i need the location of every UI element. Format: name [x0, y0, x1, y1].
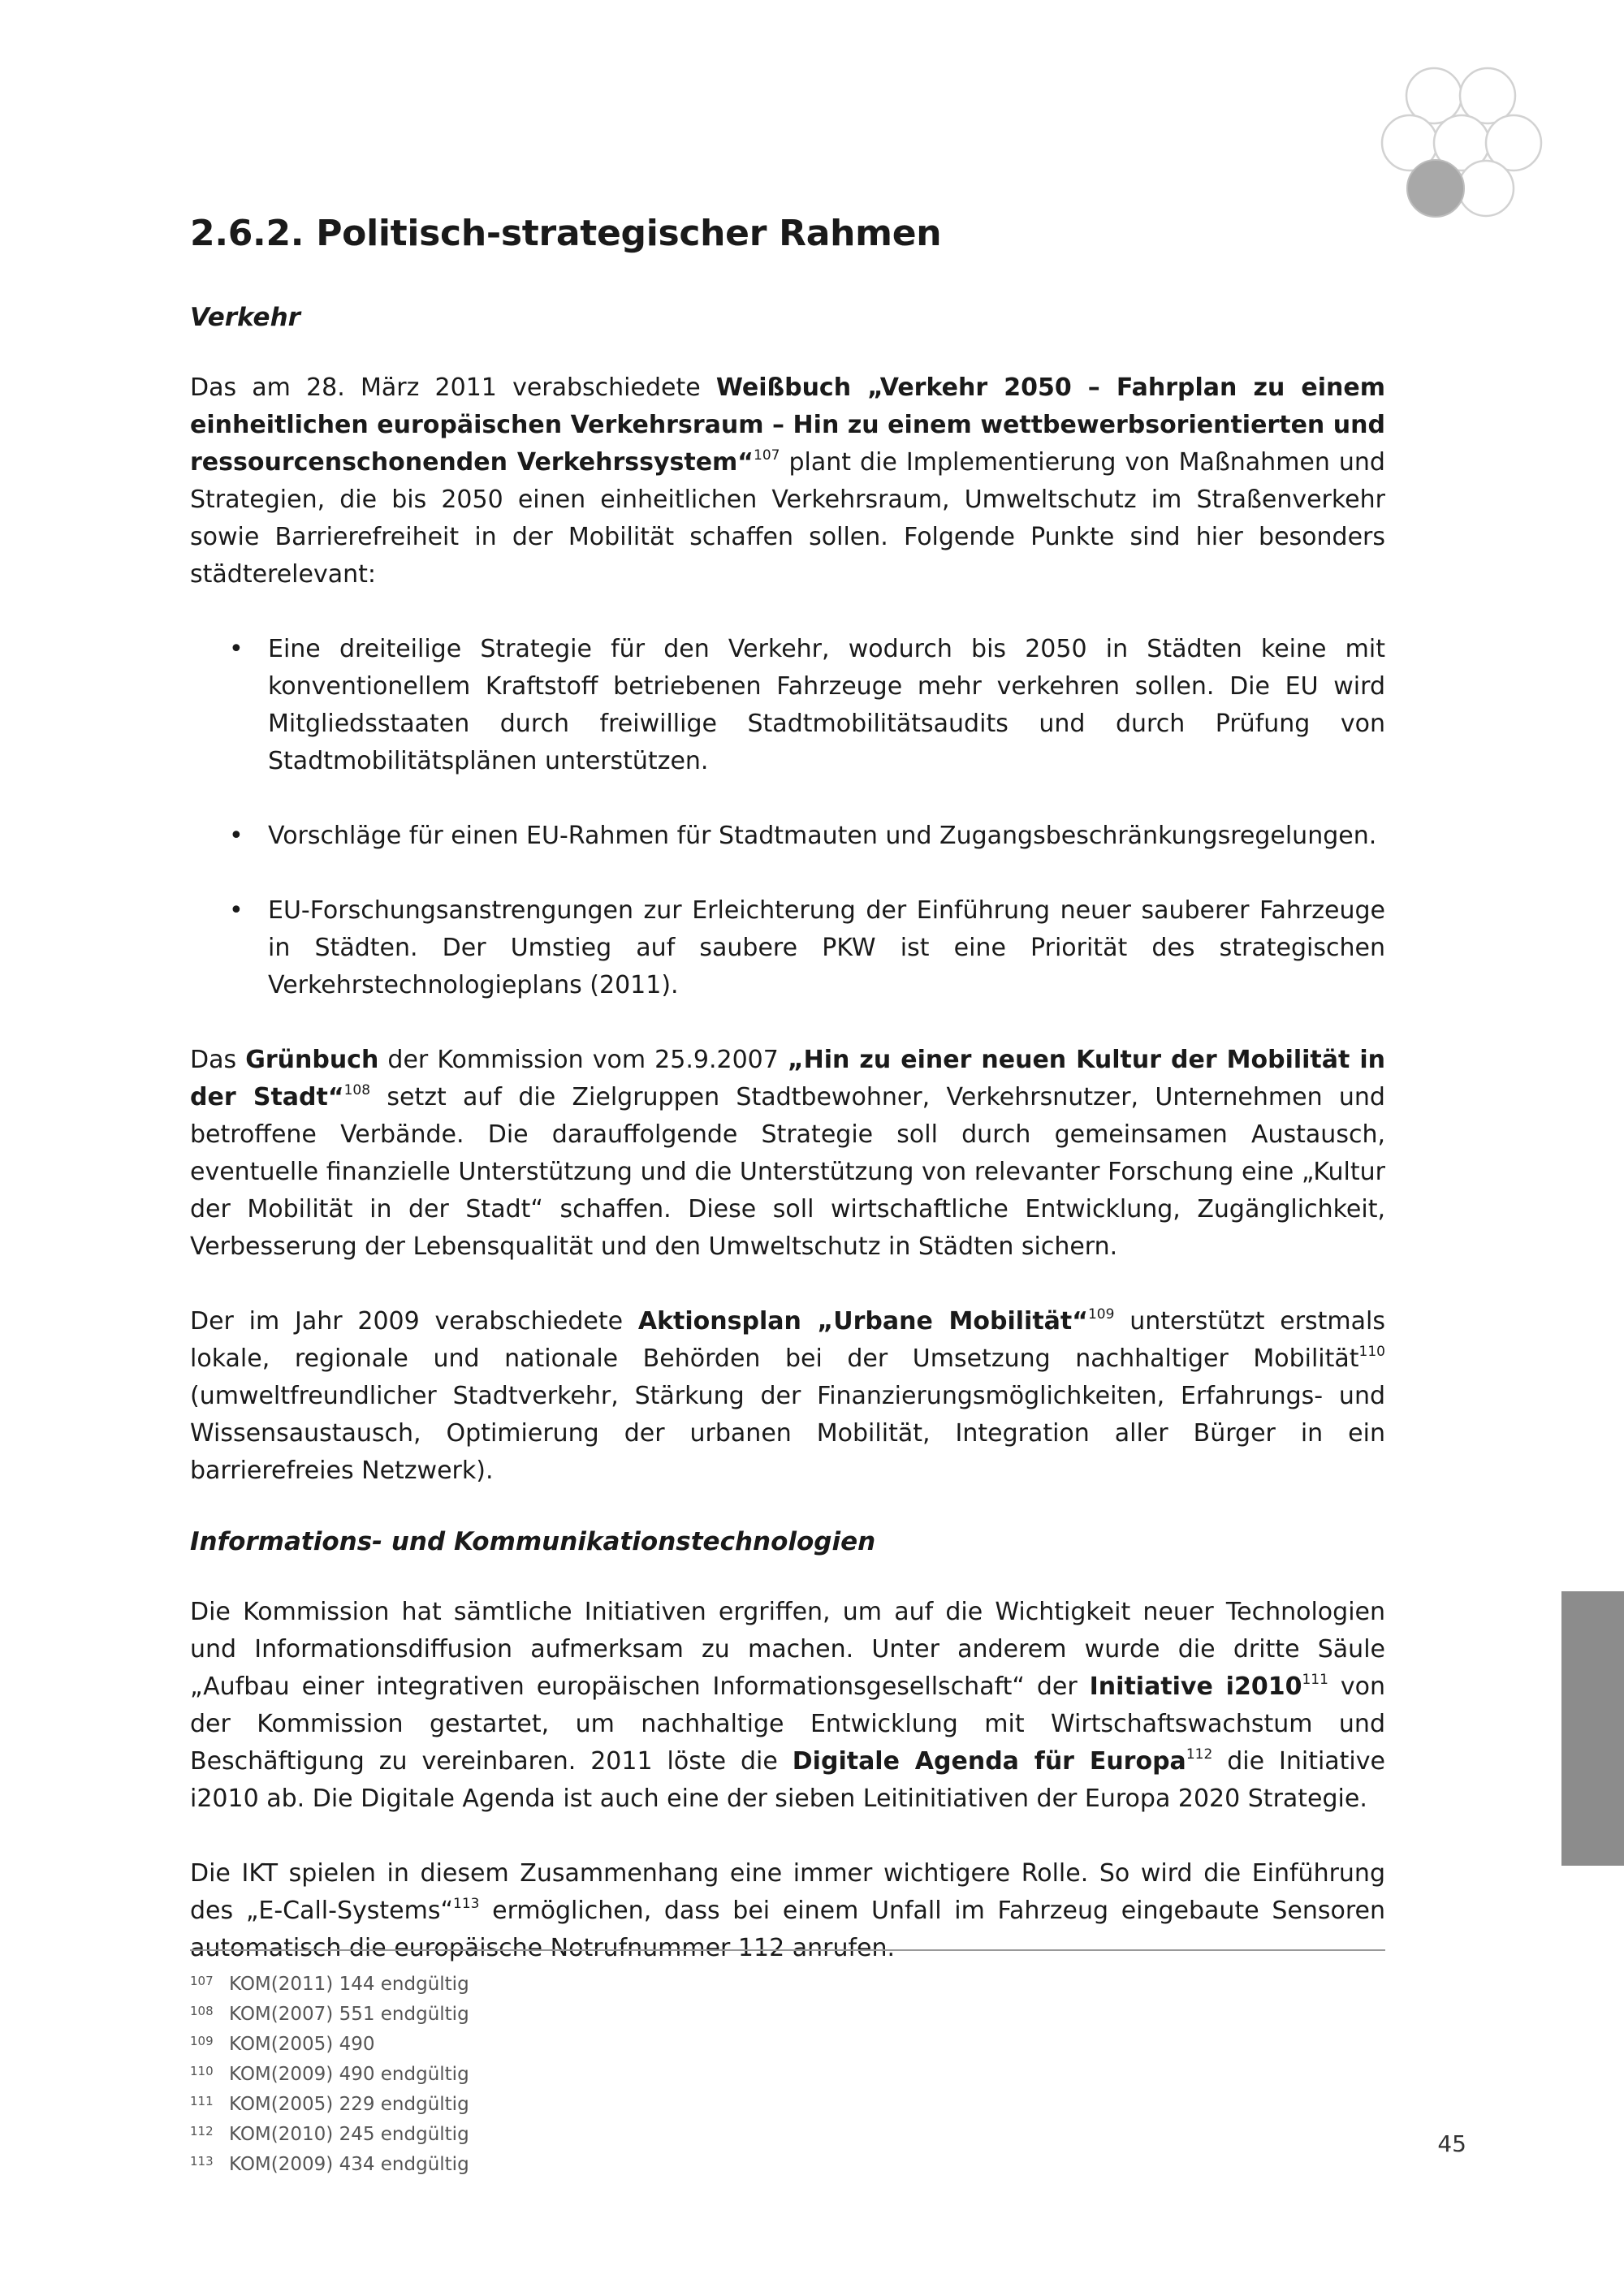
- footnote: [190, 2088, 921, 2118]
- text-run: Das am 28. März 2011 verabschiedete: [190, 373, 716, 402]
- footnote-ref[interactable]: 110: [1358, 1344, 1385, 1360]
- bold-title: Weißbuch „Verkehr 2050 – Fahrplan zu einem einheitlichen europäischen Verkehrsraum – Hin zu einem wettbewerbsorientierten und ressourcenschonenden Verkehrssystem“: [190, 373, 1385, 477]
- paragraph-weissbuch: [190, 369, 1385, 593]
- footnote: [190, 2058, 921, 2088]
- footnote: [190, 1968, 921, 1998]
- footnote-ref[interactable]: 109: [1087, 1306, 1115, 1323]
- circle-cluster-logo: [1364, 65, 1559, 244]
- text-run: ermöglichen, dass bei einem Unfall im Fahrzeug eingebaute Sensoren automatisch die europäische Notrufnummer 112 anrufen.: [190, 1897, 1385, 1962]
- footnote: [190, 1998, 921, 2028]
- footnote-text: KOM(2011) 144 endgültig: [229, 1974, 469, 1995]
- text-run: (umweltfreundlicher Stadtverkehr, Stärkung der Finanzierungsmöglichkeiten, Erfahrungs- und Wissensaustausch, Optimierung der urbanen Mobilität, Integration aller Bürger in ein barrierefreies Netzwerk).: [190, 1382, 1385, 1485]
- section-heading: 2.6.2. Politisch-strategischer Rahmen: [190, 213, 942, 254]
- text-run: die Initiative i2010 ab. Die Digitale Agenda ist auch eine der sieben Leitinitiativen der Europa 2020 Strategie.: [190, 1747, 1385, 1813]
- text-run: von der Kommission gestartet, um nachhaltige Entwicklung mit Wirtschaftswachstum und Beschäftigung zu vereinbaren. 2011 löste die: [190, 1672, 1385, 1776]
- deco-circle-filled: [1407, 160, 1464, 217]
- footnote-text: KOM(2010) 245 endgültig: [229, 2124, 469, 2145]
- paragraph-gruenbuch: [190, 1042, 1385, 1266]
- footnote-text: KOM(2005) 229 endgültig: [229, 2094, 469, 2115]
- chapter-tab: [1561, 1591, 1624, 1866]
- paragraph-initiative: [190, 1594, 1385, 1818]
- text-run: Der im Jahr 2009 verabschiedete: [190, 1307, 638, 1336]
- footnote: [190, 2148, 921, 2178]
- paragraph-aktionsplan: [190, 1303, 1385, 1490]
- bold-title: Initiative i2010: [1089, 1672, 1302, 1701]
- footnote: [190, 2118, 921, 2148]
- footnote-text: KOM(2005) 490: [229, 2034, 375, 2055]
- footnote-number: 112: [190, 2124, 214, 2138]
- text-run: Die Kommission hat sämtliche Initiativen ergriffen, um auf die Wichtigkeit neuer Technologien und Informationsdiffusion aufmerksam zu machen. Unter anderem wurde die dritte Säule „Aufbau einer integrativen europäischen Informationsgesellschaft“ der: [190, 1598, 1385, 1701]
- text-run: unterstützt erstmals lokale, regionale und nationale Behörden bei der Umsetzung nachhaltiger Mobilität: [190, 1307, 1385, 1373]
- footnote-ref[interactable]: 111: [1302, 1672, 1328, 1688]
- footnote-number: 111: [190, 2094, 214, 2108]
- footnote-text: KOM(2009) 490 endgültig: [229, 2064, 469, 2085]
- footnote-number: 109: [190, 2034, 214, 2048]
- text-run: der Kommission vom 25.9.2007: [378, 1046, 788, 1074]
- deco-circle: [1458, 161, 1514, 216]
- bold-title: „Hin zu einer neuen Kultur der Mobilität in der Stadt“: [190, 1046, 1385, 1111]
- footnote-ref[interactable]: 113: [453, 1896, 480, 1912]
- footnote-number: 108: [190, 2004, 214, 2018]
- list-item: • Vorschläge für einen EU-Rahmen für Stadtmauten und Zugangsbeschränkungsregelungen.: [268, 818, 1385, 855]
- footnote-ref[interactable]: 107: [754, 447, 780, 464]
- subheading-verkehr: Verkehr: [190, 303, 300, 332]
- footnotes: [190, 1968, 921, 2178]
- footnote-number: 107: [190, 1974, 214, 1988]
- list-item: • EU-Forschungsanstrengungen zur Erleichterung der Einführung neuer sauberer Fahrzeuge in Städten. Der Umstieg auf saubere PKW ist eine Priorität des strategischen Verkehrstechnologieplans (2011).: [268, 892, 1385, 1004]
- bullet-list: [190, 631, 1385, 1004]
- text-run: Die IKT spielen in diesem Zusammenhang eine immer wichtigere Rolle. So wird die Einführung des „E-Call-Systems“: [190, 1859, 1385, 1925]
- footnote-divider: [190, 1949, 1385, 1951]
- text-run: plant die Implementierung von Maßnahmen und Strategien, die bis 2050 einen einheitlichen Verkehrsraum, Umweltschutz im Straßenverkehr sowie Barrierefreiheit in der Mobilität schaffen sollen. Folgende Punkte sind hier besonders städterelevant:: [190, 448, 1385, 589]
- footnote-text: KOM(2007) 551 endgültig: [229, 2004, 469, 2025]
- page-number: 45: [1437, 2130, 1466, 2157]
- footnote-ref[interactable]: 112: [1186, 1746, 1213, 1763]
- bold-title: Digitale Agenda für Europa: [792, 1747, 1186, 1776]
- text-run: setzt auf die Zielgruppen Stadtbewohner, Verkehrsnutzer, Unternehmen und betroffene Verbände. Die darauffolgende Strategie soll durch gemeinsamen Austausch, eventuelle finanzielle Unterstützung und die Unterstützung von relevanter Forschung eine „Kultur der Mobilität in der Stadt“ schaffen. Diese soll wirtschaftliche Entwicklung, Zugänglichkeit, Verbesserung der Lebensqualität und den Umweltschutz in Städten sichern.: [190, 1083, 1385, 1261]
- footnote-text: KOM(2009) 434 endgültig: [229, 2154, 469, 2175]
- bold-title: Aktionsplan „Urbane Mobilität“: [637, 1307, 1088, 1336]
- list-item: • Eine dreiteilige Strategie für den Verkehr, wodurch bis 2050 in Städten keine mit konventionellem Kraftstoff betriebenen Fahrzeuge mehr verkehren sollen. Die EU wird Mitgliedsstaaten durch freiwillige Stadtmobilitätsaudits und durch Prüfung von Stadtmobilitätsplänen unterstützen.: [268, 631, 1385, 780]
- footnote-ref[interactable]: 108: [343, 1082, 371, 1098]
- main-content: [190, 213, 1385, 2005]
- footnote-number: 113: [190, 2154, 214, 2169]
- footnote: [190, 2028, 921, 2058]
- bold-title: Grünbuch: [245, 1046, 379, 1074]
- subheading-ikt: Informations- und Kommunikationstechnologien: [190, 1527, 876, 1556]
- footnote-number: 110: [190, 2064, 214, 2078]
- text-run: Das: [190, 1046, 246, 1074]
